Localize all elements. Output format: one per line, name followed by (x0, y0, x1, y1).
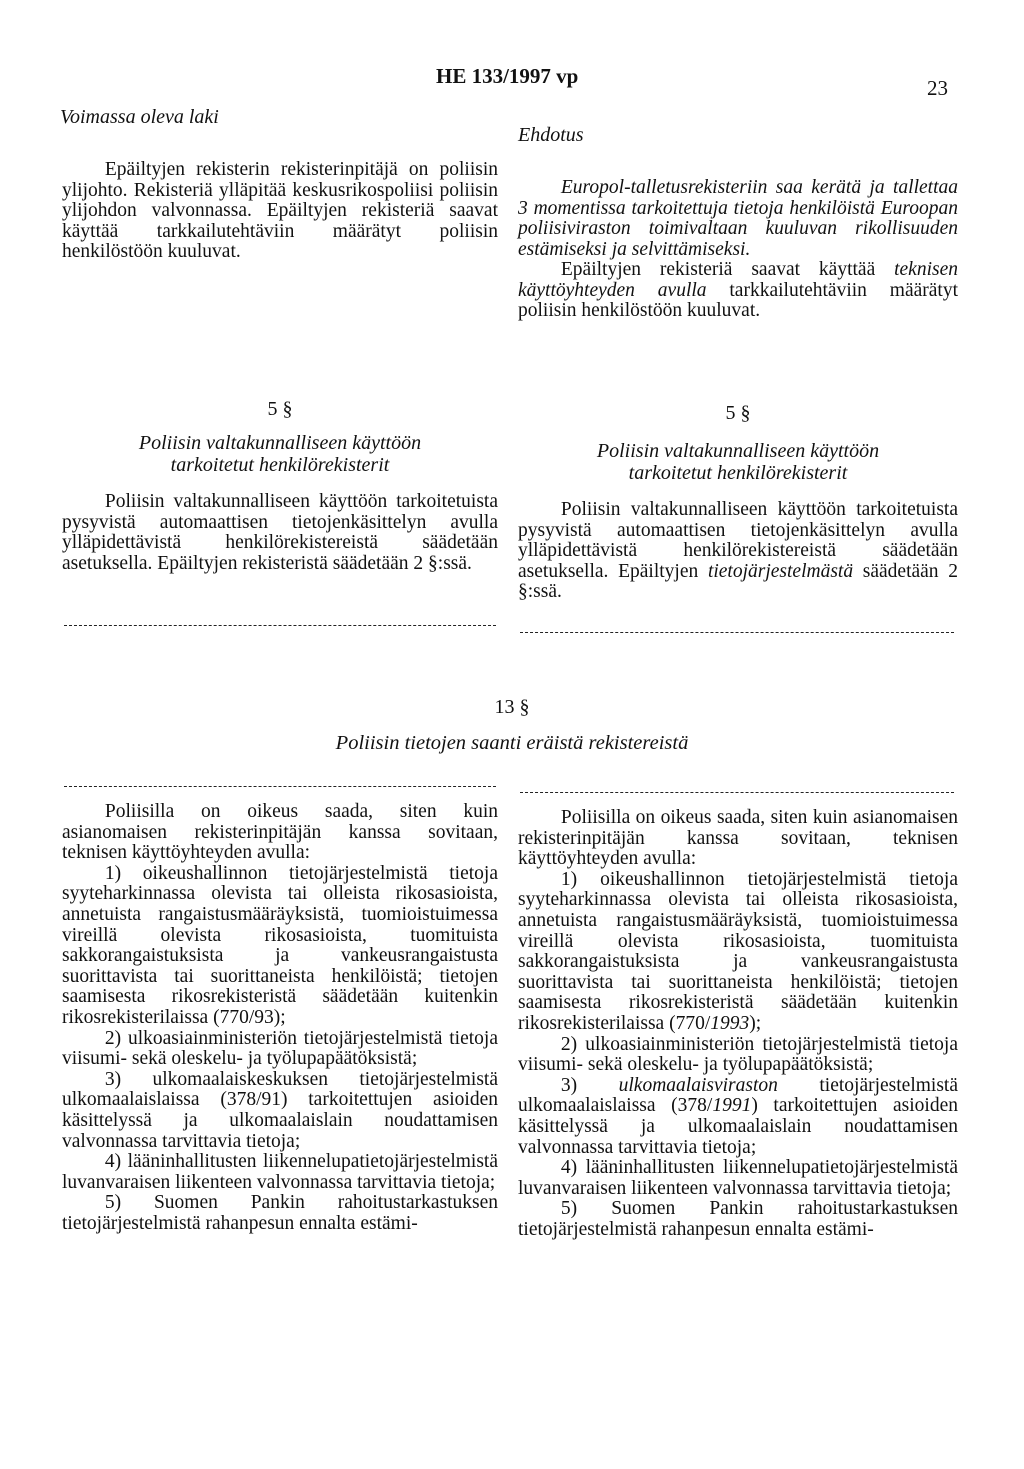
emphasized-amendment: ulkomaalaisviraston (618, 1074, 778, 1096)
right-top-paragraphs (518, 178, 958, 322)
right-section-title: Poliisin valtakunnalliseen käyttöön tarkoitetut henkilörekisterit (596, 440, 880, 484)
proposal-item-2: 2) ulkoasiainministeriön tietojärjestelmistä tietoja viisumi- sekä oleskelu- ja työlupapäätöksistä; (518, 1033, 958, 1076)
proposal-item-3: 3) ulkomaalaisviraston tietojärjestelmistä ulkomaalaislaissa (378/1991) tarkoitettujen asioiden käsittelyssä ja ulkomaalaislain noudattamisen valvonnassa tarvittavia tietoja; (518, 1074, 959, 1158)
section-13-number: 13 § (494, 696, 530, 718)
proposal-access-paragraph: Epäiltyjen rekisteriä saavat käyttää teknisen käyttöyhteyden avulla tarkkailutehtäviin määrätyt poliisin henkilöstöön kuuluvat. (518, 259, 958, 321)
right-section-13-body (518, 808, 958, 1240)
current-law-intro: Poliisilla on oikeus saada, siten kuin asianomaisen rekisterinpitäjän kanssa sovitaan, teknisen käyttöyhteyden avulla: (62, 801, 498, 864)
emphasized-amendment: tietojärjestelmästä (707, 560, 854, 582)
emphasized-amendment: 1991 (712, 1095, 752, 1117)
current-law-section-text: Poliisin valtakunnalliseen käyttöön tarkoitetuista pysyvistä automaattisen tietojenkäsittelyn avulla ylläpidettävistä henkilörekistereistä säädetään asetuksella. Epäiltyjen rekisteristä säädetään 2 §:ssä. (62, 491, 498, 574)
left-section-body (62, 492, 498, 574)
proposal-item-4: 4) lääninhallitusten liikennelupatietojärjestelmistä luvanvaraisen liikenteen valvonnassa tarvittavia tietoja; (518, 1157, 958, 1199)
current-law-item-2: 2) ulkoasiainministeriön tietojärjestelmistä tietoja viisumi- sekä oleskelu- ja työlupapäätöksistä; (62, 1027, 498, 1070)
omission-separator (64, 625, 496, 626)
proposal-intro: Poliisilla on oikeus saada, siten kuin asianomaisen rekisterinpitäjän kanssa sovitaan, teknisen käyttöyhteyden avulla: (518, 807, 958, 870)
current-law-item-4: 4) lääninhallitusten liikennelupatietojärjestelmistä luvanvaraisen liikenteen valvonnassa tarvittavia tietoja; (62, 1151, 498, 1193)
right-section-body (518, 500, 958, 603)
current-law-item-5: 5) Suomen Pankin rahoitustarkastuksen tietojärjestelmistä rahanpesun ennalta estämi- (62, 1192, 498, 1234)
left-top-paragraph (62, 160, 498, 263)
left-section-number: 5 § (267, 398, 293, 420)
right-column-heading: Ehdotus (518, 124, 584, 146)
omission-separator (64, 786, 496, 787)
emphasized-amendment: 1993 (710, 1012, 750, 1034)
proposal-section-text: Poliisin valtakunnalliseen käyttöön tarkoitetuista pysyvistä automaattisen tietojenkäsittelyn avulla ylläpidettävistä henkilörekistereistä säädetään asetuksella. Epäiltyjen tietojärjestelmästä säädetään 2 §:ssä. (518, 499, 958, 602)
left-section-13-body (62, 802, 498, 1234)
current-law-item-3: 3) ulkomaalaiskeskuksen tietojärjestelmistä ulkomaalaislaissa (378/91) tarkoitettujen asioiden käsittelyssä ja ulkomaalaislain noudattamisen valvonnassa tarvittavia tietoja; (62, 1068, 498, 1152)
left-column-heading: Voimassa oleva laki (60, 106, 219, 128)
proposal-item-1: 1) oikeushallinnon tietojärjestelmistä tietoja syyteharkinnassa olevista tai olleista rikosasioista, annetuista rangaistusmääräyksistä, tuomioistuimessa vireillä olevista rikosasioista, tuomituista sakkorangaistuksista ja vankeusrangaistusta suorittavista tai suorittaneista henkilöistä; tietojen saamisesta rikosrekisteristä säädetään kuitenkin rikosrekisterilaissa (770/1993); (518, 868, 958, 1034)
document-id: HE 133/1997 vp (436, 64, 579, 88)
page-number: 23 (927, 76, 948, 100)
left-section-title: Poliisin valtakunnalliseen käyttöön tarkoitetut henkilörekisterit (138, 432, 422, 476)
current-law-paragraph: Epäiltyjen rekisterin rekisterinpitäjä on poliisin ylijohto. Rekisteriä ylläpitää keskusrikospoliisi poliisin ylijohdon valvonnassa. Epäiltyjen rekisteriä saavat käyttää tarkkailutehtäviin määrätyt poliisin henkilöstöön kuuluvat. (62, 159, 498, 262)
right-section-number: 5 § (725, 402, 751, 424)
section-13-title: Poliisin tietojen saanti eräistä rekistereistä (335, 732, 689, 754)
current-law-item-1: 1) oikeushallinnon tietojärjestelmistä tietoja syyteharkinnassa olevista tai olleista rikosasioista, annetuista rangaistusmääräyksistä, tuomioistuimessa vireillä olevista rikosasioista, tuomituista sakkorangaistuksista ja vankeusrangaistusta suorittavista tai suorittaneista henkilöistä; tietojen saamisesta rikosrekisteristä säädetään kuitenkin rikosrekisterilaissa (770/93); (62, 862, 498, 1028)
europol-paragraph: Europol-talletusrekisteriin saa kerätä ja tallettaa 3 momentissa tarkoitettuja tietoja henkilöistä Euroopan poliisiviraston toimivaltaan kuuluvan rikollisuuden estämiseksi ja selvittämiseksi. (518, 177, 958, 260)
omission-separator (520, 792, 954, 793)
omission-separator (520, 632, 954, 633)
emphasized-amendment: teknisen käyttöyhteyden avulla (518, 259, 958, 301)
proposal-item-5: 5) Suomen Pankin rahoitustarkastuksen tietojärjestelmistä rahanpesun ennalta estämi- (518, 1198, 958, 1240)
